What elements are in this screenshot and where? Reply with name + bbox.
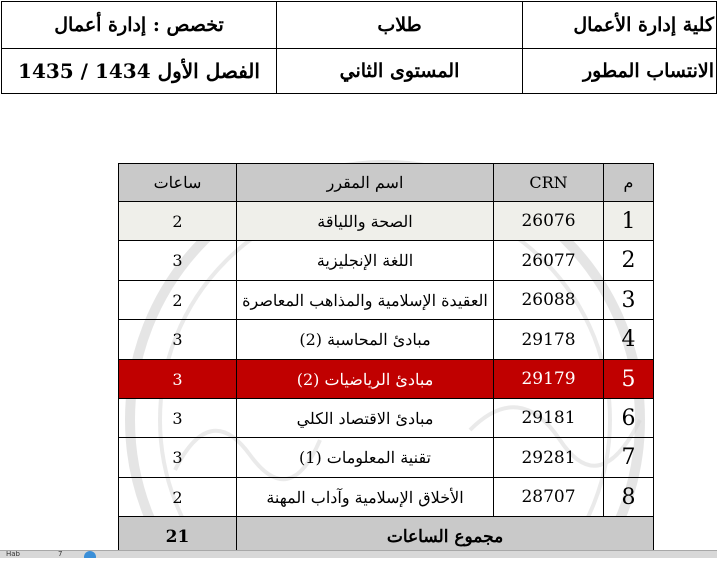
table-row xyxy=(118,320,654,360)
course-crn: 26077 xyxy=(493,241,603,280)
status-bar xyxy=(0,550,717,558)
total-hours: 21 xyxy=(118,517,236,557)
students-type: طلاب xyxy=(276,2,523,48)
table-row xyxy=(118,202,654,241)
program-name: الانتساب المطور xyxy=(582,59,714,82)
total-hours-label: مجموع الساعات xyxy=(236,517,654,557)
course-name: تقنية المعلومات (1) xyxy=(236,438,493,477)
header-row-2 xyxy=(2,48,716,93)
table-header-row xyxy=(118,163,654,202)
status-text: Hab xyxy=(6,550,20,558)
course-name: مبادئ الاقتصاد الكلي xyxy=(236,399,493,437)
globe-icon[interactable] xyxy=(84,551,96,558)
table-row xyxy=(118,241,654,281)
table-row xyxy=(118,438,654,478)
course-num: 3 xyxy=(603,281,654,319)
course-name: العقيدة الإسلامية والمذاهب المعاصرة xyxy=(236,281,493,319)
level: المستوى الثاني xyxy=(276,48,523,93)
column-header-hours: ساعات xyxy=(118,163,236,201)
course-num: 4 xyxy=(603,320,654,359)
course-crn: 29178 xyxy=(493,320,603,359)
table-row xyxy=(118,281,654,320)
course-num: 8 xyxy=(603,478,654,516)
document-header xyxy=(1,1,717,94)
course-crn: 29181 xyxy=(493,399,603,437)
college-name: كلية إدارة الأعمال xyxy=(573,14,714,36)
column-header-crn: CRN xyxy=(493,163,603,201)
semester: الفصل الأول 1434 / 1435 xyxy=(18,58,260,83)
course-name: مبادئ الرياضيات (2) xyxy=(236,360,493,398)
table-row-highlighted xyxy=(118,360,654,399)
course-num: 5 xyxy=(603,360,654,398)
course-hours: 3 xyxy=(118,241,236,280)
course-name: الأخلاق الإسلامية وآداب المهنة xyxy=(236,478,493,516)
course-crn: 26076 xyxy=(493,202,603,240)
header-row-1 xyxy=(2,2,716,49)
course-num: 2 xyxy=(603,241,654,280)
status-page: 7 xyxy=(58,550,63,558)
specialization: تخصص : إدارة أعمال xyxy=(54,14,224,36)
course-crn: 28707 xyxy=(493,478,603,516)
table-row xyxy=(118,399,654,438)
course-name: اللغة الإنجليزية xyxy=(236,241,493,280)
course-num: 7 xyxy=(603,438,654,477)
course-name: الصحة واللياقة xyxy=(236,202,493,240)
column-header-num: م xyxy=(603,163,654,201)
course-num: 6 xyxy=(603,399,654,437)
table-row xyxy=(118,478,654,517)
course-crn: 26088 xyxy=(493,281,603,319)
course-hours: 2 xyxy=(118,202,236,240)
course-hours: 2 xyxy=(118,478,236,516)
column-header-course-name: اسم المقرر xyxy=(236,163,493,201)
course-crn: 29281 xyxy=(493,438,603,477)
course-hours: 3 xyxy=(118,399,236,437)
course-hours: 3 xyxy=(118,320,236,359)
course-num: 1 xyxy=(603,202,654,240)
course-hours: 3 xyxy=(118,438,236,477)
course-hours: 2 xyxy=(118,281,236,319)
course-hours: 3 xyxy=(118,360,236,398)
course-crn: 29179 xyxy=(493,360,603,398)
course-name: مبادئ المحاسبة (2) xyxy=(236,320,493,359)
